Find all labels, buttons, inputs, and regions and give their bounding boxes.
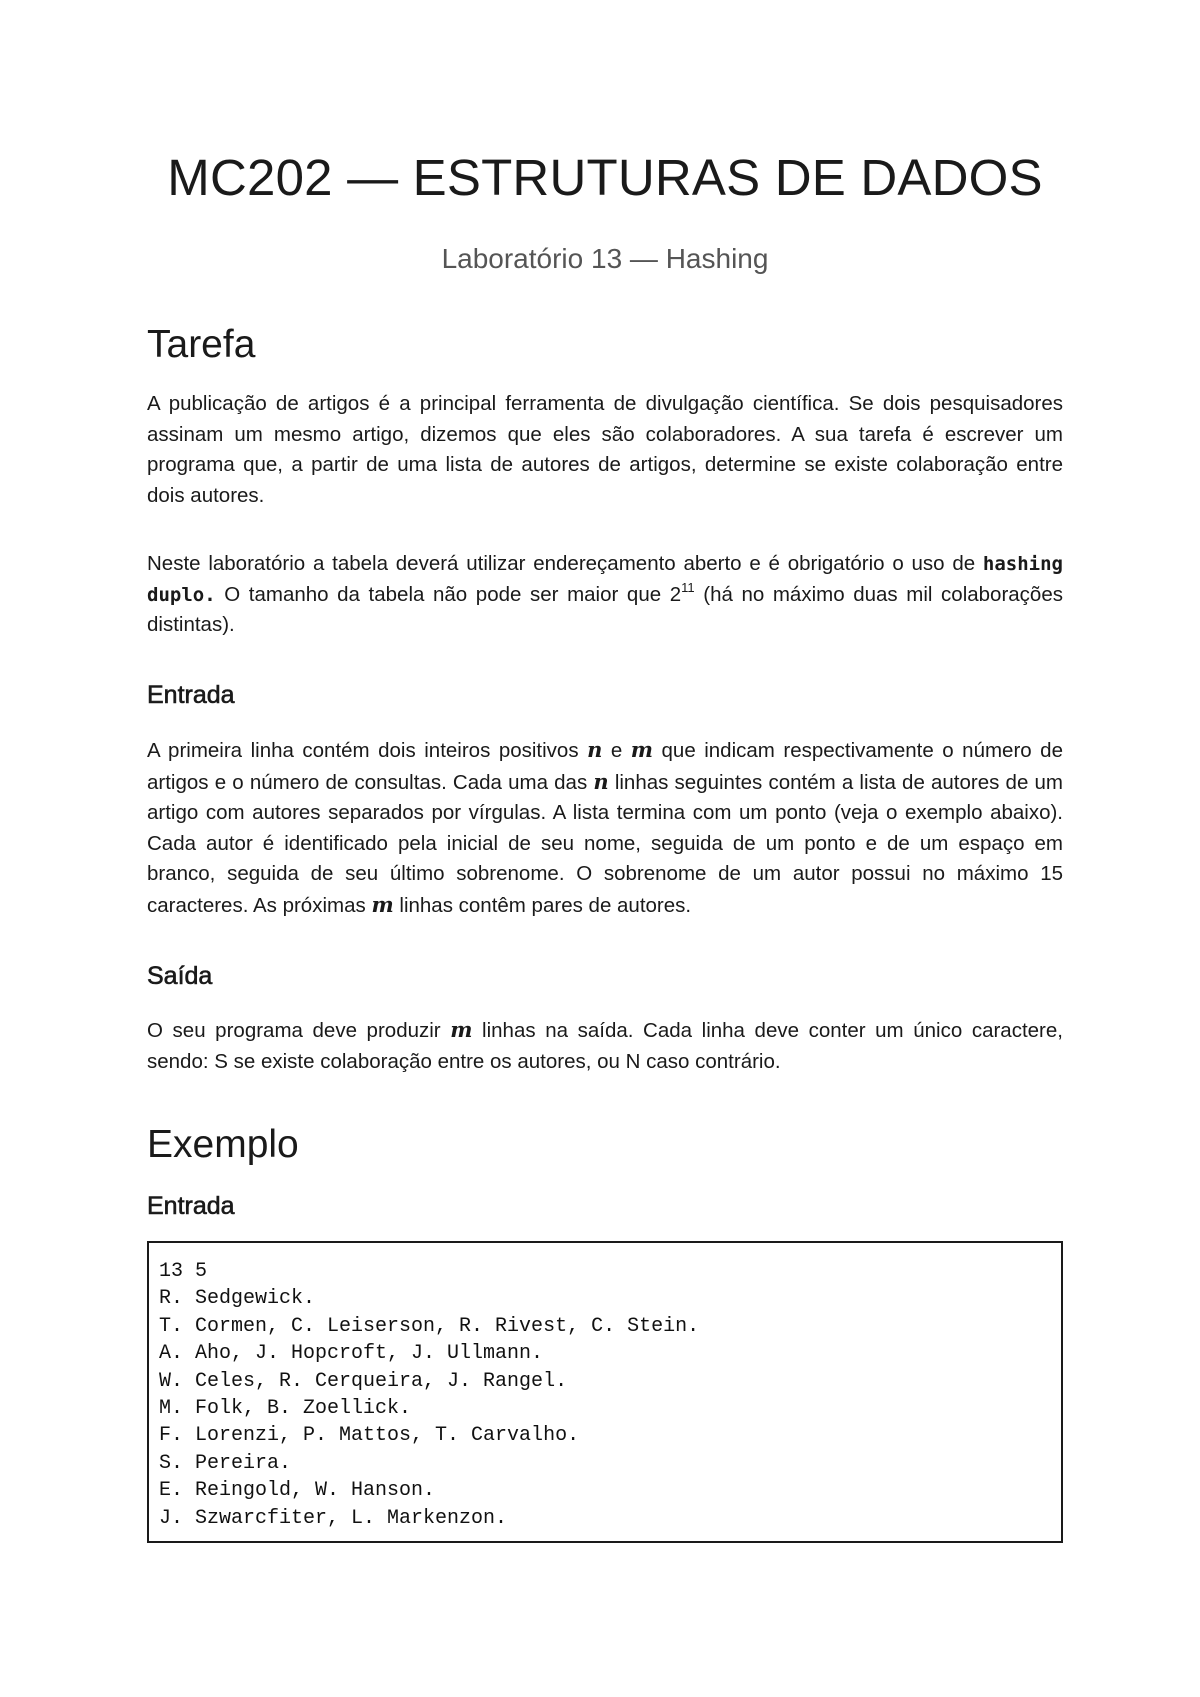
- entrada-paragraph: [147, 735, 1063, 921]
- tarefa-p2-text-a: Neste laboratório a tabela deverá utilizar endereçamento aberto e é obrigatório o uso de: [147, 552, 983, 575]
- section-heading-tarefa: Tarefa: [147, 323, 256, 366]
- tarefa-paragraph-2: [147, 549, 1063, 641]
- section-heading-saida: Saída: [147, 962, 213, 990]
- entrada-text-4: linhas seguintes contém a lista de autores de um artigo com autores separados por vírgulas. A lista termina com um ponto (veja o exemplo abaixo). Cada autor é identificado pela inicial de seu nome, seguida de um ponto e de um espaço em branco, seguida de seu último sobrenome. O sobrenome de um autor possui no máximo 15 caracteres. As próximas: [147, 770, 1063, 917]
- code-line: 13 5: [159, 1260, 208, 1283]
- code-line: T. Cormen, C. Leiserson, R. Rivest, C. Stein.: [159, 1314, 700, 1338]
- example-input-code: [149, 1243, 1061, 1532]
- variable-m: m: [630, 737, 654, 762]
- page-subtitle: Laboratório 13 — Hashing: [441, 243, 769, 274]
- entrada-text-1: A primeira linha contém dois inteiros positivos: [147, 739, 588, 762]
- code-line: J. Szwarcfiter, L. Markenzon.: [159, 1506, 508, 1530]
- saida-text-1: O seu programa deve produzir: [147, 1019, 451, 1042]
- code-line: M. Folk, B. Zoellick.: [159, 1397, 412, 1421]
- section-heading-entrada: Entrada: [147, 681, 235, 709]
- exponent-11: 11: [681, 579, 695, 595]
- tarefa-p2-text-c: (há no máximo duas mil colaborações distintas).: [147, 582, 1063, 636]
- variable-m: m: [450, 1017, 473, 1042]
- code-line: A. Aho, J. Hopcroft, J. Ullmann.: [159, 1342, 544, 1366]
- variable-n: n: [587, 737, 603, 762]
- code-line: R. Sedgewick.: [159, 1287, 316, 1311]
- code-line: F. Lorenzi, P. Mattos, T. Carvalho.: [159, 1424, 580, 1448]
- example-input-box: [147, 1241, 1063, 1543]
- tarefa-paragraph-1: A publicação de artigos é a principal ferramenta de divulgação científica. Se dois pesquisadores assinam um mesmo artigo, dizemos que eles são colaboradores. A sua tarefa é escrever um programa que, a partir de uma lista de autores de artigos, determine se existe colaboração entre dois autores.: [147, 392, 1063, 507]
- variable-m: m: [371, 891, 394, 917]
- entrada-text-5: linhas contêm pares de autores.: [393, 893, 692, 917]
- hashing-duplo-emphasis: hashing duplo.: [147, 553, 1063, 606]
- code-line: S. Pereira.: [159, 1451, 292, 1475]
- code-line: W. Celes, R. Cerqueira, J. Rangel.: [159, 1369, 568, 1393]
- page-title: MC202 — ESTRUTURAS DE DADOS: [167, 149, 1043, 206]
- variable-n: n: [593, 768, 609, 794]
- example-input-heading: Entrada: [147, 1192, 235, 1220]
- saida-paragraph: [147, 1015, 1063, 1077]
- tarefa-p2-text-b: O tamanho da tabela não pode ser maior que 2: [215, 582, 682, 606]
- saida-text-2: linhas na saída. Cada linha deve conter um único caractere, sendo: S se existe colaboração entre os autores, ou N caso contrário.: [147, 1019, 1063, 1073]
- entrada-text-2: e: [602, 739, 631, 762]
- entrada-text-3: que indicam respectivamente o número de artigos e o número de consultas. Cada uma das: [147, 739, 1063, 794]
- section-heading-exemplo: Exemplo: [147, 1123, 299, 1166]
- code-line: E. Reingold, W. Hanson.: [159, 1479, 436, 1503]
